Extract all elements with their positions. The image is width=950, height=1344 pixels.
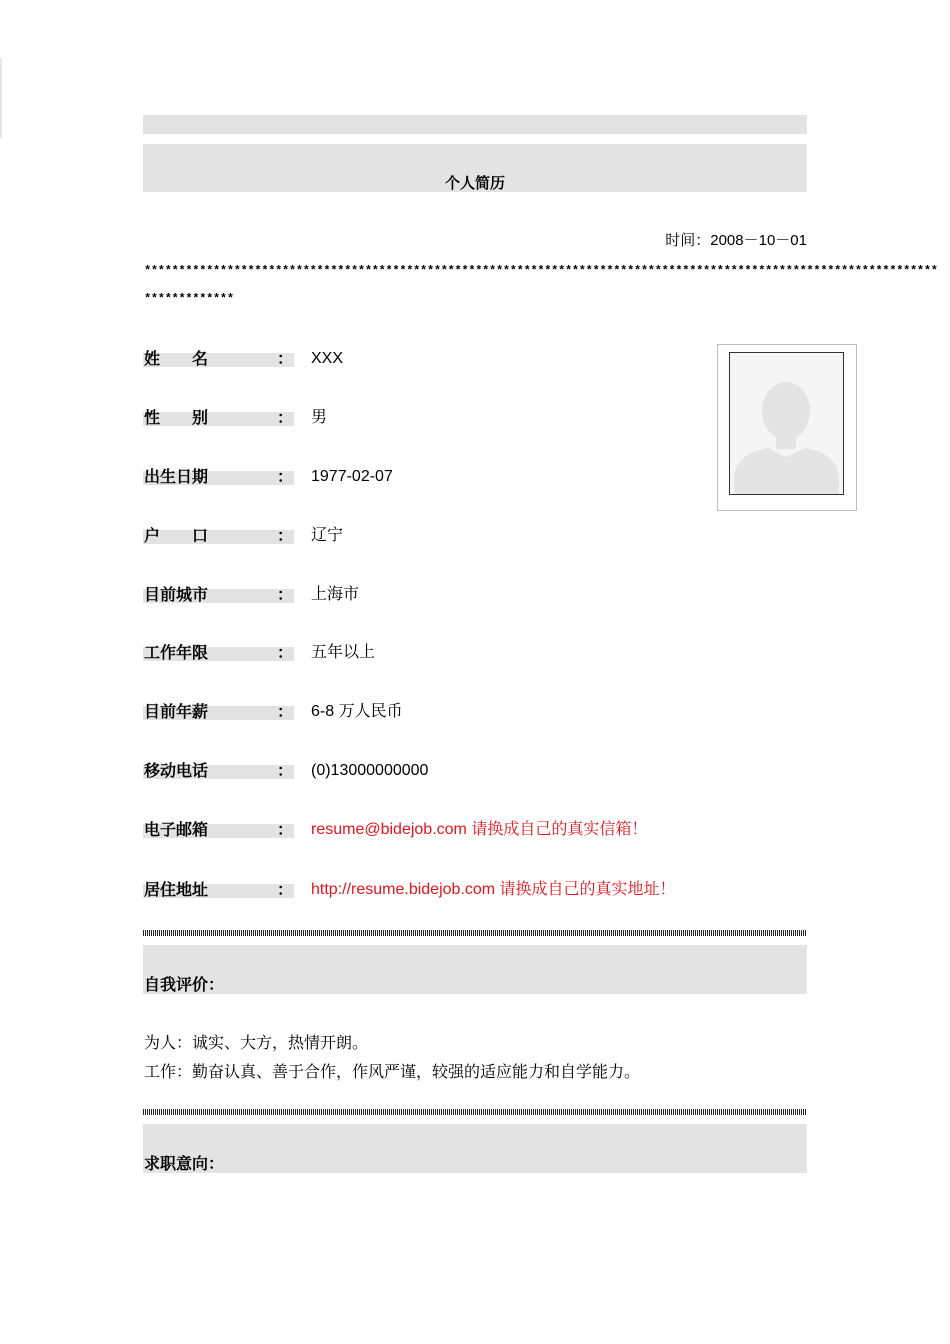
photo-placeholder xyxy=(729,352,844,495)
info-colon: ： xyxy=(277,408,294,427)
date-line xyxy=(665,231,807,251)
self-evaluation-line: 工作：勤奋认真、善于合作，作风严谨，较强的适应能力和自学能力。 xyxy=(144,1062,641,1081)
info-row-salary xyxy=(143,702,703,726)
info-label: 工作年限 xyxy=(144,643,209,662)
info-value: (0)13000000000 xyxy=(311,762,429,779)
section-divider xyxy=(143,930,807,936)
star-separator-line-1: ******************************************************************************************************************* xyxy=(144,264,938,278)
info-colon: ： xyxy=(277,880,294,899)
info-label: 户 口 xyxy=(144,526,209,545)
date-value: 2008－10－01 xyxy=(710,232,807,249)
header-band xyxy=(143,144,807,192)
info-value: 上海市 xyxy=(311,586,360,603)
info-row-city xyxy=(143,585,703,609)
info-colon: ： xyxy=(277,761,294,780)
self-evaluation-line: 为人：诚实、大方，热情开朗。 xyxy=(144,1033,369,1052)
info-colon: ： xyxy=(277,820,294,839)
page-edge-mark xyxy=(0,58,2,138)
info-label: 电子邮箱 xyxy=(144,820,209,839)
info-colon: ： xyxy=(277,585,294,604)
job-intention-band xyxy=(143,1124,807,1173)
star-separator-line-2: ************* xyxy=(144,292,234,306)
section-divider xyxy=(143,1109,807,1115)
info-value: XXX xyxy=(311,350,344,367)
info-value: 6-8 万人民币 xyxy=(311,703,403,720)
photo-frame xyxy=(717,344,857,511)
info-colon: ： xyxy=(277,702,294,721)
info-label: 出生日期 xyxy=(144,467,209,486)
self-evaluation-title: 自我评价： xyxy=(144,975,225,994)
info-colon: ： xyxy=(277,467,294,486)
address-value[interactable]: http://resume.bidejob.com 请换成自己的真实地址！ xyxy=(311,881,676,898)
info-label: 目前城市 xyxy=(144,585,209,604)
info-row-birthdate xyxy=(143,467,703,491)
info-row-hukou xyxy=(143,526,703,550)
page-title: 个人简历 xyxy=(444,174,505,192)
date-label: 时间： xyxy=(665,232,711,249)
info-row-gender xyxy=(143,408,703,432)
header-band-top xyxy=(143,115,807,134)
info-row-email xyxy=(143,820,703,844)
info-label: 目前年薪 xyxy=(144,702,209,721)
info-row-work-years xyxy=(143,643,703,667)
info-value: 男 xyxy=(311,409,328,426)
info-value: 1977-02-07 xyxy=(311,468,393,485)
info-label: 移动电话 xyxy=(144,761,209,780)
info-label: 居住地址 xyxy=(144,880,209,899)
info-value: 五年以上 xyxy=(311,644,376,661)
info-colon: ： xyxy=(277,526,294,545)
info-colon: ： xyxy=(277,349,294,368)
info-value: 辽宁 xyxy=(311,527,344,544)
info-label: 姓 名 xyxy=(144,349,209,368)
info-row-mobile xyxy=(143,761,703,785)
email-value[interactable]: resume@bidejob.com 请换成自己的真实信箱！ xyxy=(311,821,648,838)
info-row-address xyxy=(143,880,703,904)
self-evaluation-band xyxy=(143,945,807,994)
info-label: 性 别 xyxy=(144,408,209,427)
person-silhouette-icon xyxy=(730,353,843,494)
info-colon: ： xyxy=(277,643,294,662)
job-intention-title: 求职意向： xyxy=(144,1154,225,1173)
info-row-name xyxy=(143,349,703,373)
